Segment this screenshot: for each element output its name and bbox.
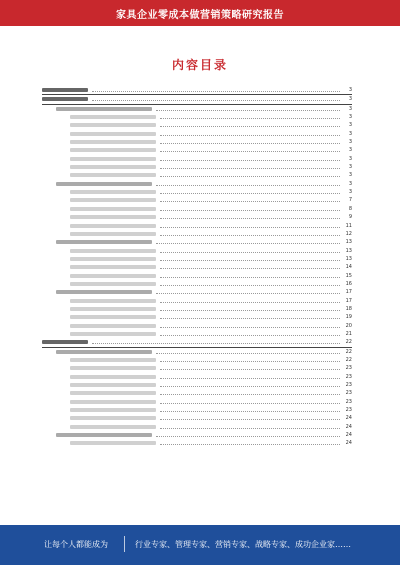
toc-leader-dots: [160, 410, 340, 412]
toc-leader-dots: [160, 234, 340, 236]
toc-leader-dots: [160, 251, 340, 253]
toc-entry: [42, 171, 352, 179]
toc-entry-text: [70, 366, 156, 370]
toc-page-number: 3: [348, 114, 352, 121]
toc-entry-text: [70, 324, 156, 328]
toc-entry-text: [42, 340, 88, 344]
toc-page-number: 3: [348, 172, 352, 179]
table-of-contents: [42, 86, 352, 448]
toc-entry-text: [70, 123, 156, 127]
toc-entry-text: [70, 416, 156, 420]
toc-entry-text: [56, 350, 152, 354]
toc-leader-dots: [160, 418, 340, 420]
report-header: [0, 0, 400, 26]
toc-leader-dots: [160, 284, 340, 286]
toc-leader-dots: [160, 159, 340, 161]
toc-leader-dots: [156, 184, 340, 186]
toc-page-number: 7: [348, 197, 352, 204]
toc-leader-dots: [160, 301, 340, 303]
toc-leader-dots: [160, 167, 340, 169]
toc-page-number: 3: [348, 189, 352, 196]
toc-entry: [42, 247, 352, 255]
toc-leader-dots: [160, 134, 340, 136]
toc-page-number: 3: [348, 87, 352, 93]
toc-leader-dots: [156, 109, 340, 111]
toc-page-number: 9: [348, 214, 352, 221]
toc-leader-dots: [160, 259, 340, 261]
footer-banner: [0, 525, 400, 565]
toc-entry: [42, 86, 352, 95]
toc-entry-text: [70, 190, 156, 194]
toc-entry-text: [70, 115, 156, 119]
toc-entry: [42, 155, 352, 163]
toc-entry: [42, 364, 352, 372]
toc-entry: [42, 196, 352, 204]
toc-leader-dots: [160, 200, 340, 202]
toc-entry-text: [70, 358, 156, 362]
toc-page-number: 24: [345, 423, 352, 430]
toc-entry: [42, 313, 352, 321]
toc-entry: [42, 381, 352, 389]
toc-entry: [42, 322, 352, 330]
toc-page-number: 13: [345, 239, 352, 246]
toc-entry: [42, 338, 352, 347]
toc-entry-text: [70, 332, 156, 336]
toc-entry-text: [70, 215, 156, 219]
toc-entry-text: [70, 425, 156, 429]
toc-entry-text: [70, 140, 156, 144]
toc-entry: [42, 105, 352, 113]
toc-entry: [42, 389, 352, 397]
toc-leader-dots: [160, 385, 340, 387]
toc-entry: [42, 288, 352, 296]
toc-page-number: 3: [348, 122, 352, 129]
toc-page-number: 3: [348, 147, 352, 154]
toc-entry-text: [70, 232, 156, 236]
toc-entry: [42, 146, 352, 154]
toc-entry-text: [70, 257, 156, 261]
toc-entry-text: [70, 307, 156, 311]
toc-page-number: 3: [348, 96, 352, 103]
toc-leader-dots: [160, 360, 340, 362]
toc-entry-text: [70, 207, 156, 211]
toc-leader-dots: [160, 317, 340, 319]
toc-entry: [42, 113, 352, 121]
toc-page-number: 14: [345, 264, 352, 271]
toc-entry: [42, 330, 352, 338]
toc-entry-text: [70, 383, 156, 387]
toc-entry-text: [70, 249, 156, 253]
toc-leader-dots: [156, 352, 340, 354]
toc-page-number: 24: [345, 415, 352, 422]
toc-entry: [42, 356, 352, 364]
toc-leader-dots: [160, 377, 340, 379]
toc-entry-text: [42, 88, 88, 92]
toc-page-number: 23: [345, 407, 352, 414]
toc-page-number: 22: [345, 357, 352, 363]
toc-entry: [42, 263, 352, 271]
toc-entry-text: [70, 173, 156, 177]
toc-leader-dots: [160, 276, 340, 278]
footer-divider: [124, 536, 125, 552]
toc-entry: [42, 431, 352, 439]
toc-page-number: 20: [345, 322, 352, 329]
toc-entry: [42, 130, 352, 138]
toc-entry: [42, 95, 352, 104]
toc-page-number: 24: [345, 440, 352, 447]
toc-page-number: 19: [345, 314, 352, 321]
toc-leader-dots: [160, 334, 340, 336]
toc-entry: [42, 280, 352, 288]
toc-entry-text: [70, 274, 156, 278]
toc-entry-text: [70, 224, 156, 228]
toc-entry: [42, 373, 352, 381]
toc-page-number: 15: [345, 272, 352, 279]
toc-entry: [42, 138, 352, 146]
toc-page-number: 3: [348, 105, 352, 112]
toc-leader-dots: [160, 368, 340, 370]
toc-entry-text: [56, 240, 152, 244]
toc-entry: [42, 188, 352, 196]
toc-page-number: 12: [345, 230, 352, 237]
toc-entry-text: [56, 290, 152, 294]
toc-entry-text: [70, 299, 156, 303]
toc-page-number: 22: [345, 348, 352, 355]
toc-entry-text: [56, 433, 152, 437]
toc-page-number: 13: [345, 247, 352, 254]
toc-leader-dots: [160, 117, 340, 119]
footer-slogan-right: 行业专家、管理专家、营销专家、战略专家、成功企业家……: [135, 540, 351, 549]
toc-entry-text: [56, 182, 152, 186]
toc-page-number: 17: [345, 297, 352, 304]
toc-page-number: 3: [348, 164, 352, 171]
toc-leader-dots: [156, 242, 340, 244]
toc-leader-dots: [160, 175, 340, 177]
toc-entry-text: [42, 97, 88, 101]
toc-entry: [42, 414, 352, 422]
toc-page-number: 23: [345, 390, 352, 397]
toc-entry: [42, 423, 352, 431]
toc-leader-dots: [92, 90, 340, 92]
toc-entry-text: [70, 198, 156, 202]
toc-page-number: 23: [345, 382, 352, 389]
toc-leader-dots: [160, 192, 340, 194]
toc-page-number: 22: [345, 339, 352, 346]
toc-entry: [42, 238, 352, 246]
toc-leader-dots: [156, 292, 340, 294]
toc-page-number: 21: [345, 330, 352, 337]
toc-page-number: 23: [345, 365, 352, 372]
toc-entry-text: [70, 315, 156, 319]
toc-page-number: 11: [345, 222, 352, 229]
toc-leader-dots: [160, 309, 340, 311]
toc-page-number: 8: [348, 205, 352, 212]
toc-page-number: 3: [348, 180, 352, 187]
toc-page-number: 13: [345, 255, 352, 262]
toc-entry-text: [70, 375, 156, 379]
toc-entry: [42, 305, 352, 313]
toc-leader-dots: [160, 427, 340, 429]
toc-page-number: 16: [345, 280, 352, 287]
toc-entry: [42, 439, 352, 447]
toc-page-number: 3: [348, 130, 352, 137]
toc-entry-text: [70, 441, 156, 445]
footer-slogan-left: 让每个人都能成为: [44, 540, 108, 549]
toc-entry-text: [70, 157, 156, 161]
toc-leader-dots: [156, 435, 340, 437]
toc-entry-text: [70, 400, 156, 404]
toc-page-number: 23: [345, 373, 352, 380]
toc-leader-dots: [160, 393, 340, 395]
toc-entry: [42, 222, 352, 230]
toc-entry: [42, 255, 352, 263]
toc-page-number: 3: [348, 139, 352, 146]
toc-entry: [42, 121, 352, 129]
toc-entry: [42, 406, 352, 414]
toc-leader-dots: [160, 443, 340, 445]
toc-entry-text: [70, 165, 156, 169]
toc-leader-dots: [160, 267, 340, 269]
toc-entry: [42, 163, 352, 171]
toc-page-number: 24: [345, 432, 352, 439]
toc-entry: [42, 230, 352, 238]
toc-entry-text: [70, 132, 156, 136]
toc-page-number: 18: [345, 305, 352, 312]
toc-leader-dots: [160, 326, 340, 328]
toc-leader-dots: [160, 125, 340, 127]
toc-page-number: 17: [345, 289, 352, 296]
toc-entry: [42, 297, 352, 305]
toc-entry: [42, 348, 352, 356]
toc-leader-dots: [160, 226, 340, 228]
toc-entry-text: [70, 408, 156, 412]
toc-entry: [42, 398, 352, 406]
toc-entry-text: [56, 107, 152, 111]
toc-entry: [42, 272, 352, 280]
toc-entry: [42, 180, 352, 188]
toc-entry-text: [70, 282, 156, 286]
toc-leader-dots: [160, 217, 340, 219]
toc-leader-dots: [160, 142, 340, 144]
toc-entry: [42, 205, 352, 213]
toc-title: 内容目录: [171, 58, 228, 72]
toc-entry-text: [70, 391, 156, 395]
toc-leader-dots: [92, 342, 340, 344]
toc-page-number: 3: [348, 155, 352, 162]
toc-leader-dots: [160, 150, 340, 152]
report-title: 家具企业零成本做营销策略研究报告: [116, 10, 284, 21]
toc-entry: [42, 213, 352, 221]
toc-leader-dots: [160, 209, 340, 211]
toc-leader-dots: [160, 402, 340, 404]
toc-entry-text: [70, 148, 156, 152]
toc-entry-text: [70, 265, 156, 269]
toc-page-number: 23: [345, 398, 352, 405]
toc-leader-dots: [92, 99, 340, 101]
